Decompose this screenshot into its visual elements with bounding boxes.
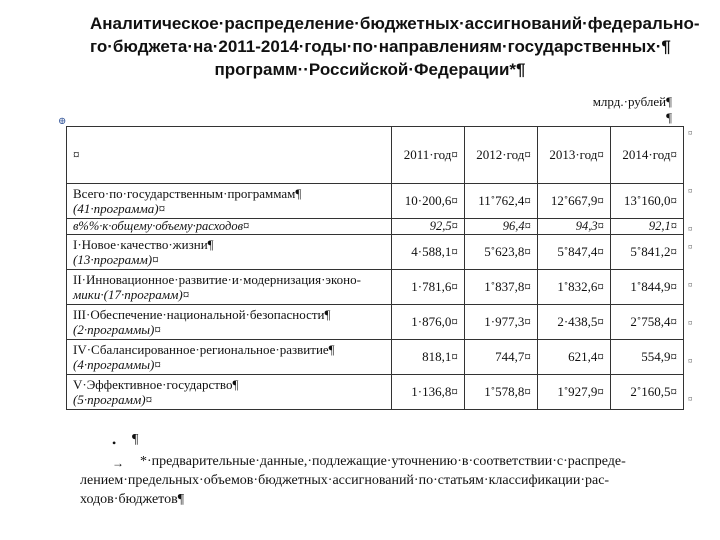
table-move-handle-icon[interactable]: ⊕	[58, 116, 67, 127]
value-cell: 13˚160,0¤	[610, 184, 683, 219]
unit-line-1: млрд.·рублей¶	[592, 94, 672, 109]
value-cell: 744,7¤	[464, 340, 537, 375]
title-line-1: Аналитическое·распределение·бюджетных·ассигнований·федерально-	[90, 14, 700, 33]
value-cell: 818,1¤	[392, 340, 465, 375]
table-row	[67, 235, 684, 270]
value-cell: 1˚844,9¤	[610, 270, 683, 305]
row-subtitle: (5·программ)¤	[73, 392, 153, 407]
value-cell: 1·781,6¤	[392, 270, 465, 305]
table-header-row	[67, 127, 684, 184]
value-cell: 10·200,6¤	[392, 184, 465, 219]
row-subtitle: (4·программы)¤	[73, 357, 161, 372]
row-name: в%%·к·общему·объему·расходов¤	[73, 219, 250, 233]
value-cell: 5˚623,8¤	[464, 235, 537, 270]
row-name-cell	[67, 219, 392, 235]
value-cell: 92,5¤	[392, 219, 465, 235]
value-cell: 11˚762,4¤	[464, 184, 537, 219]
table-row	[67, 340, 684, 375]
row-end-mark: ¤	[688, 242, 693, 252]
table-row	[67, 270, 684, 305]
tab-arrow-marker: →	[112, 456, 124, 470]
value-cell: 12˚667,9¤	[537, 184, 610, 219]
value-cell: 5˚841,2¤	[610, 235, 683, 270]
empty-paragraph-mark: ¶	[132, 432, 139, 447]
value-cell: 5˚847,4¤	[537, 235, 610, 270]
value-cell: 1˚837,8¤	[464, 270, 537, 305]
header-year-2011: 2011·год¤	[392, 127, 465, 184]
row-name: V·Эффективное·государство¶	[73, 377, 239, 392]
value-cell: 2·438,5¤	[537, 305, 610, 340]
table-row	[67, 305, 684, 340]
budget-table	[66, 126, 684, 410]
row-name-cell	[67, 305, 392, 340]
header-year-2013: 2013·год¤	[537, 127, 610, 184]
row-name: II·Инновационное·развитие·и·модернизация·эконо-	[73, 272, 361, 287]
row-end-mark: ¤	[688, 128, 693, 138]
footnote-line-1: *·предварительные·данные,·подлежащие·уточнению·в·соответствии·с·распреде-	[140, 454, 626, 469]
footnote-line-3: ходов·бюджетов¶	[80, 492, 185, 507]
value-cell: 94,3¤	[537, 219, 610, 235]
table-row-share	[67, 219, 684, 235]
row-subtitle: мики·(17·программ)¤	[73, 287, 190, 302]
row-subtitle: (13·программ)¤	[73, 252, 159, 267]
row-end-mark: ¤	[688, 280, 693, 290]
table-row	[67, 184, 684, 219]
value-cell: 4·588,1¤	[392, 235, 465, 270]
header-year-2014: 2014·год¤	[610, 127, 683, 184]
title-line-3: программ··Российской·Федерации*¶	[214, 60, 526, 79]
header-cell-empty: ¤	[67, 127, 392, 184]
row-name: Всего·по·государственным·программам¶	[73, 186, 302, 201]
row-name-cell	[67, 184, 392, 219]
row-name-cell	[67, 340, 392, 375]
value-cell: 2˚758,4¤	[610, 305, 683, 340]
value-cell: 1˚927,9¤	[537, 375, 610, 410]
row-name-cell	[67, 375, 392, 410]
value-cell: 1˚832,6¤	[537, 270, 610, 305]
row-name: I·Новое·качество·жизни¶	[73, 237, 214, 252]
row-end-mark: ¤	[688, 394, 693, 404]
value-cell: 1˚578,8¤	[464, 375, 537, 410]
value-cell: 2˚160,5¤	[610, 375, 683, 410]
row-name: IV·Сбалансированное·региональное·развитие¶	[73, 342, 335, 357]
row-name-cell	[67, 235, 392, 270]
value-cell: 96,4¤	[464, 219, 537, 235]
value-cell: 1·977,3¤	[464, 305, 537, 340]
footnote	[66, 452, 666, 509]
title-line-2: го·бюджета·на·2011-2014·годы·по·направлениям·государственных·¶	[90, 37, 671, 56]
footnote-line-2: лением·предельных·объемов·бюджетных·ассигнований·по·статьям·классификации·рас-	[80, 473, 610, 488]
bullet-marker: •	[112, 436, 117, 450]
table-body	[67, 184, 684, 410]
row-name: III·Обеспечение·национальной·безопасности¶	[73, 307, 331, 322]
row-end-mark: ¤	[688, 356, 693, 366]
row-end-mark: ¤	[688, 224, 693, 234]
row-end-mark: ¤	[688, 318, 693, 328]
document-title	[90, 12, 700, 81]
value-cell: 1·876,0¤	[392, 305, 465, 340]
value-cell: 92,1¤	[610, 219, 683, 235]
value-cell: 1·136,8¤	[392, 375, 465, 410]
value-cell: 621,4¤	[537, 340, 610, 375]
row-subtitle: (41·программа)¤	[73, 201, 166, 216]
table-row	[67, 375, 684, 410]
unit-label	[593, 94, 672, 126]
row-subtitle: (2·программы)¤	[73, 322, 161, 337]
row-end-mark: ¤	[688, 186, 693, 196]
header-year-2012: 2012·год¤	[464, 127, 537, 184]
row-name-cell	[67, 270, 392, 305]
value-cell: 554,9¤	[610, 340, 683, 375]
unit-line-2: ¶	[666, 110, 672, 125]
